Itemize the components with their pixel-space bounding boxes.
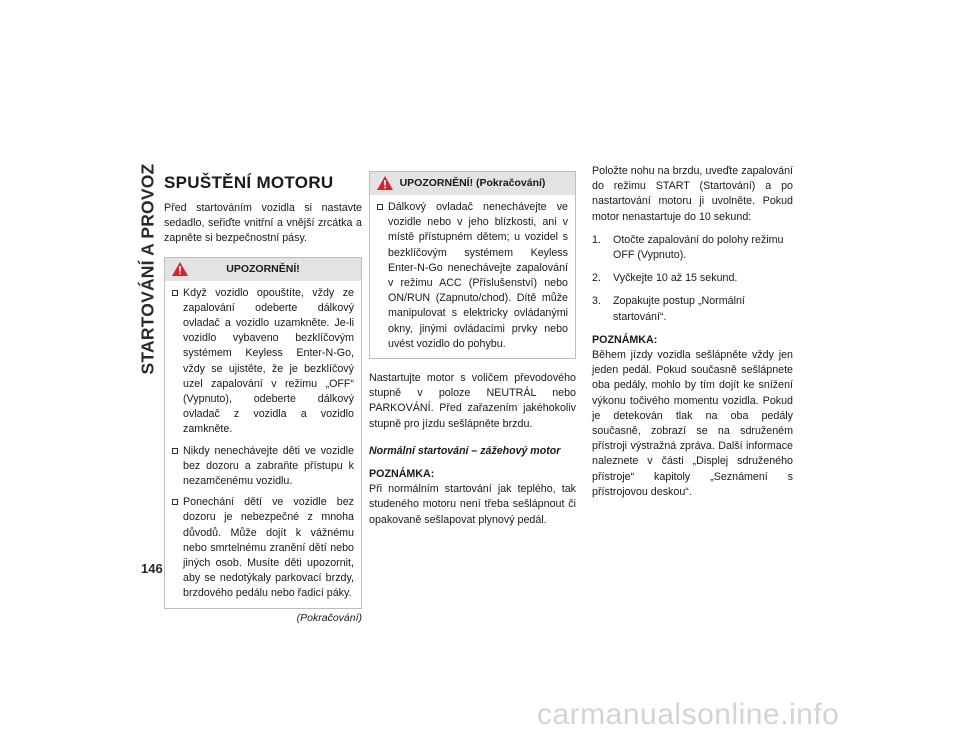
column-1 [164,173,362,626]
warning-triangle-icon [376,175,394,191]
warning-title: UPOZORNĚNÍ! [226,262,300,275]
warning-box-body [370,195,575,358]
checkbox-square-icon [172,290,178,296]
warning-item [377,200,568,352]
warning-item-text: Ponechání dětí ve vozidle bez dozoru je nebezpečné z mnoha důvodů. Může dojít k vážnému nebo smrtelnému zranění dětí nebo jiných osob. Musíte děti upozornit, aby se nedotýkaly parkovací brzdy, brzdového pedálu nebo řadicí páky. [183,496,354,600]
continued-label: (Pokračování) [296,611,362,624]
warning-box-header [370,172,575,195]
checkbox-square-icon [172,448,178,454]
warning-box [164,257,362,609]
step-item: 1. Otočte zapalování do polohy režimu OFF (Vypnuto). [592,233,784,262]
warning-title: UPOZORNĚNÍ! (Pokračování) [399,177,546,189]
note-text: Během jízdy vozidla sešlápněte vždy jen jeden pedál. Pokud současně sešlápnete oba pedály, mohlo by tím dojít ke snížení výkonu točivého momentu vozidla. Pokud je detekován tlak na oba pedály současně, zobrazí se na sdruženém přístroji výstražná zpráva. Další informace naleznete v části „Displej sdruženého přístroje“ kapitoly „Seznámení s přístrojovou deskou“. [592,349,793,498]
steps-list [592,233,793,325]
warning-item [172,286,354,438]
checkbox-square-icon [172,499,178,505]
warning-triangle-icon [171,261,189,277]
warning-box-continued [369,171,576,359]
column-3 [592,164,793,500]
subsection-title: Normální startování – zážehový motor [369,444,561,457]
chapter-title: STARTOVÁNÍ A PROVOZ [137,163,158,375]
start-procedure-paragraph: Položte nohu na brzdu, uveďte zapalování do režimu START (Startování) a po nastartování motoru ji uvolněte. Pokud motor nenastartuje do 10 sekund: [592,165,793,223]
checkbox-square-icon [377,204,383,210]
warning-item-text: Když vozidlo opouštíte, vždy ze zapalování odeberte dálkový ovladač a vozidlo uzamkněte. Je-li vozidlo vybaveno bezklíčovým systémem Keyless Enter-N-Go, vždy se ujistěte, že je bezklíčový uzel zapalování v režimu „OFF“ (Vypnuto), odeberte dálkový ovladač z vozidla a vozidlo zamkněte. [183,286,354,436]
note-title: POZNÁMKA: [592,333,658,346]
warning-box-header [165,258,361,281]
section-title: SPUŠTĚNÍ MOTORU [164,173,334,192]
column-2 [369,163,576,528]
warning-item [172,495,354,601]
watermark: carmanualsonline.info [537,698,840,731]
intro-paragraph: Před startováním vozidla si nastavte sedadlo, seřiďte vnitřní a vnější zrcátka a zapněte si bezpečnostní pásy. [164,202,362,245]
note-title: POZNÁMKA: [369,468,435,481]
step-item: 2. Vyčkejte 10 až 15 sekund. [592,272,738,285]
warning-box-body [165,281,361,608]
warning-item [172,444,354,490]
chapter-side-tab [137,158,159,380]
step-item: 3. Zopakujte postup „Normální startování“. [592,295,745,323]
neutral-park-paragraph: Nastartujte motor s voličem převodového stupně v poloze NEUTRÁL nebo PARKOVÁNÍ. Před zařazením jakéhokoliv stupně pro jízdu sešlápněte brzdu. [369,372,576,430]
page-number: 146 [141,561,163,576]
note-text: Při normálním startování jak teplého, tak studeného motoru není třeba sešlápnout či opakovaně sešlapovat plynový pedál. [369,483,576,526]
warning-item-text: Dálkový ovladač nenechávejte ve vozidle nebo v jeho blízkosti, ani v místě přístupném dětem; u vozidel s bezklíčovým systémem Keyless Enter-N-Go nenechávejte zapalování v režimu ACC (Příslušenství) nebo ON/RUN (Zapnuto/chod). Dítě může manipulovat s elektricky ovládanými okny, jinými ovládacími prvky nebo uvést vozidlo do pohybu. [388,201,568,350]
warning-item-text: Nikdy nenechávejte děti ve vozidle bez dozoru a zabraňte přístupu k nezamčenému vozidlu. [183,444,354,488]
